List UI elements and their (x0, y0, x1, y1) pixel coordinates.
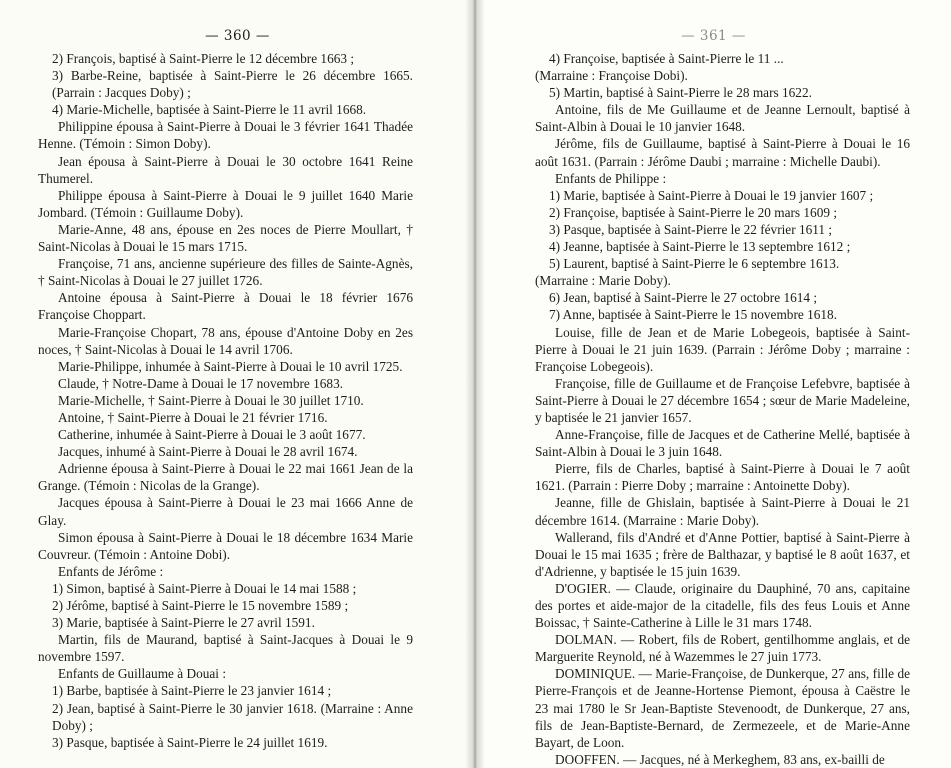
paragraph: Catherine, inhumée à Saint-Pierre à Douai le 3 août 1677. (58, 427, 366, 443)
paragraph: Adrienne épousa à Saint-Pierre à Douai le 22 mai 1661 Jean de la Grange. (Témoin : Nicolas de la Grange). (38, 461, 413, 494)
paragraph: 3) Barbe-Reine, baptisée à Saint-Pierre le 26 décembre 1665. (Parrain : Jacques Doby) ; (52, 68, 413, 101)
page-number-left: — 360 — (205, 28, 270, 44)
paragraph: (Marraine : Françoise Dobi). (535, 68, 688, 84)
paragraph: Anne-Françoise, fille de Jacques et de Catherine Mellé, baptisée à Saint-Albin à Douai le 3 juin 1648. (535, 427, 910, 460)
paragraph: 7) Anne, baptisée à Saint-Pierre le 15 novembre 1618. (549, 307, 838, 323)
paragraph: 5) Laurent, baptisé à Saint-Pierre le 6 septembre 1613. (549, 256, 840, 272)
paragraph: 2) François, baptisé à Saint-Pierre le 12 décembre 1663 ; (52, 51, 355, 66)
paragraph: 2) Jean, baptisé à Saint-Pierre le 30 janvier 1618. (Marraine : Anne Doby) ; (52, 700, 413, 733)
paragraph: Enfants de Jérôme : (58, 563, 164, 579)
paragraph: Marie-Michelle, † Saint-Pierre à Douai le 30 juillet 1710. (58, 392, 364, 408)
paragraph: Françoise, 71 ans, ancienne supérieure des filles de Sainte-Agnès, † Saint-Nicolas à Douai le 27 juillet 1726. (38, 256, 413, 289)
paragraph: 1) Barbe, baptisée à Saint-Pierre le 23 janvier 1614 ; (52, 683, 332, 699)
paragraph: 3) Pasque, baptisée à Saint-Pierre le 24 juillet 1619. (52, 734, 328, 750)
paragraph: D'OGIER. — Claude, originaire du Dauphiné, 70 ans, capitaine des portes et aide-major de la citadelle, fils des feus Louis et Anne Boissac, † Sainte-Catherine à Lille le 31 mars 1748. (535, 580, 910, 631)
paragraph: DOOFFEN. — Jacques, né à Merkeghem, 83 ans, ex-bailli de (555, 751, 885, 767)
paragraph: Pierre, fils de Charles, baptisé à Saint-Pierre à Douai le 7 août 1621. (Parrain : Pierre Doby ; marraine : Antoinette Doby). (535, 461, 910, 494)
paragraph: Simon épousa à Saint-Pierre à Douai le 18 décembre 1634 Marie Couvreur. (Témoin : Antoine Dobi). (38, 529, 413, 562)
book-gutter (465, 0, 485, 768)
paragraph: DOLMAN. — Robert, fils de Robert, gentilhomme anglais, et de Marguerite Reynold, né à Wazemmes le 27 juin 1773. (535, 632, 910, 665)
left-page (0, 0, 475, 768)
paragraph: 4) Jeanne, baptisée à Saint-Pierre le 13 septembre 1612 ; (549, 239, 851, 255)
paragraph: Marie-Philippe, inhumée à Saint-Pierre à Douai le 10 avril 1725. (58, 358, 403, 374)
paragraph: Françoise, fille de Guillaume et de Françoise Lefebvre, baptisée à Saint-Pierre à Douai le 27 décembre 1654 ; sœur de Marie Madeleine, y baptisée le 21 janvier 1657. (535, 375, 910, 425)
left-page-text (38, 50, 413, 751)
right-page (476, 0, 951, 768)
paragraph: 3) Pasque, baptisée à Saint-Pierre le 22 février 1611 ; (549, 221, 833, 237)
paragraph: Jean épousa à Saint-Pierre à Douai le 30 octobre 1641 Reine Thumerel. (38, 153, 413, 186)
paragraph: 4) Françoise, baptisée à Saint-Pierre le 11 ... (549, 51, 784, 66)
paragraph: 1) Simon, baptisé à Saint-Pierre à Douai le 14 mai 1588 ; (52, 580, 357, 596)
paragraph: 5) Martin, baptisé à Saint-Pierre le 28 mars 1622. (549, 85, 812, 101)
paragraph: 1) Marie, baptisée à Saint-Pierre à Douai le 19 janvier 1607 ; (549, 187, 874, 203)
paragraph: Louise, fille de Jean et de Marie Lobegeois, baptisée à Saint-Pierre à Douai le 21 juin 1639. (Parrain : Jérôme Doby ; marraine : Françoise Lobegeois). (535, 324, 910, 374)
paragraph: Philippe épousa à Saint-Pierre à Douai le 9 juillet 1640 Marie Jombard. (Témoin : Guillaume Doby). (38, 187, 413, 220)
paragraph: Claude, † Notre-Dame à Douai le 17 novembre 1683. (58, 375, 344, 391)
paragraph: Martin, fils de Maurand, baptisé à Saint-Jacques à Douai le 9 novembre 1597. (38, 632, 413, 665)
paragraph: Jérôme, fils de Guillaume, baptisé à Saint-Pierre à Douai le 16 août 1631. (Parrain : Jérôme Daubi ; marraine : Michelle Daubi). (535, 136, 910, 169)
page-number-right: — 361 — (681, 28, 746, 44)
paragraph: (Marraine : Marie Doby). (535, 273, 671, 289)
paragraph: Jacques épousa à Saint-Pierre à Douai le 23 mai 1666 Anne de Glay. (38, 495, 413, 528)
paragraph: Marie-Françoise Chopart, 78 ans, épouse d'Antoine Doby en 2es noces, † Saint-Nicolas à Douai le 14 avril 1706. (38, 324, 413, 357)
paragraph: 2) Jérôme, baptisé à Saint-Pierre le 15 novembre 1589 ; (52, 598, 349, 613)
paragraph: Philippine épousa à Saint-Pierre à Douai le 3 février 1641 Thadée Henne. (Témoin : Simon Doby). (38, 119, 413, 152)
paragraph: Antoine, † Saint-Pierre à Douai le 21 février 1716. (58, 409, 328, 425)
paragraph: Jacques, inhumé à Saint-Pierre à Douai le 28 avril 1674. (58, 444, 358, 460)
paragraph: Marie-Anne, 48 ans, épouse en 2es noces de Pierre Moullart, † Saint-Nicolas à Douai le 15 mars 1715. (38, 221, 413, 255)
paragraph: Jeanne, fille de Ghislain, baptisée à Saint-Pierre à Douai le 21 décembre 1614. (Marraine : Marie Doby). (535, 495, 910, 528)
paragraph: Antoine épousa à Saint-Pierre à Douai le 18 février 1676 Françoise Choppart. (38, 290, 413, 323)
right-page-text (535, 50, 910, 768)
paragraph: Wallerand, fils d'André et d'Anne Pottier, baptisé à Saint-Pierre à Douai le 15 mai 1635 ; frère de Balthazar, y baptisé le 8 août 1637, et d'Adrienne, y baptisée le 15 juin 1639. (535, 529, 910, 579)
paragraph: 2) Françoise, baptisée à Saint-Pierre le 20 mars 1609 ; (549, 204, 838, 220)
paragraph: 6) Jean, baptisé à Saint-Pierre le 27 octobre 1614 ; (549, 290, 818, 306)
paragraph: Enfants de Philippe : (555, 170, 667, 186)
paragraph: Enfants de Guillaume à Douai : (58, 666, 227, 682)
paragraph: Antoine, fils de Me Guillaume et de Jeanne Lernoult, baptisé à Saint-Albin à Douai le 10 janvier 1648. (535, 102, 910, 135)
paragraph: DOMINIQUE. — Marie-Françoise, de Dunkerque, 27 ans, fille de Pierre-François et de Jeanne-Hortense Piemont, épousa à Caëstre le 23 mai 1780 le Sr Jean-Baptiste Stevenoodt, de Dunkerque, 27 ans, fils de Jean-Baptiste-Bernard, de Zermezeele, et de Marie-Anne Bayart, de Loon. (535, 666, 910, 750)
paragraph: 3) Marie, baptisée à Saint-Pierre le 27 avril 1591. (52, 615, 315, 631)
paragraph: 4) Marie-Michelle, baptisée à Saint-Pierre le 11 avril 1668. (52, 102, 367, 118)
